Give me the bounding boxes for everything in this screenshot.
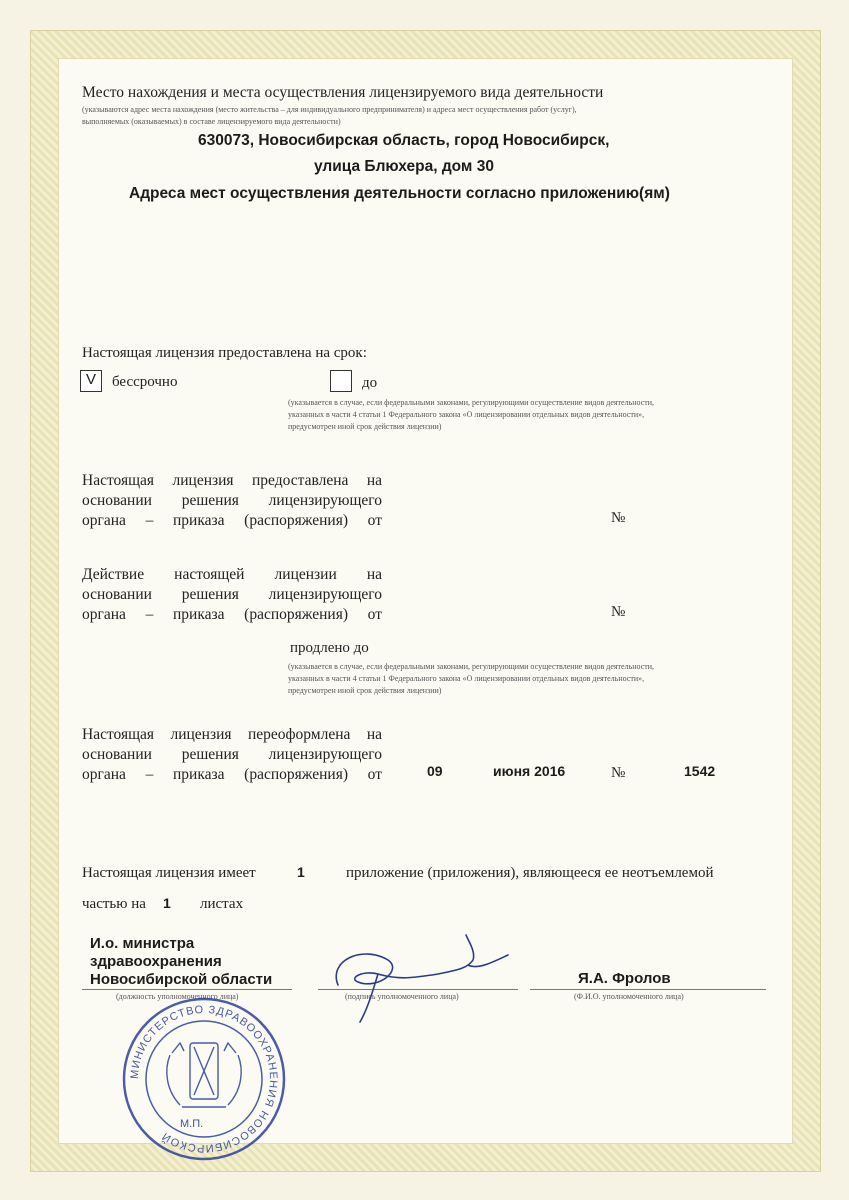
extended-note-line2: указанных в части 4 статьи 1 Федерального закона «О лицензировании отдельных видов деятельности», <box>288 674 645 683</box>
term-note-line2: указанных в части 4 статьи 1 Федерального закона «О лицензировании отдельных видов деятельности», <box>288 410 645 419</box>
attachments-text-before: Настоящая лицензия имеет <box>82 865 256 881</box>
attachments-text-after: приложение (приложения), являющееся ее неотъемлемой <box>346 865 714 881</box>
attachments-text-part: частью на <box>82 896 146 912</box>
coat-of-arms-icon <box>167 1043 241 1107</box>
position-line2: здравоохранения <box>90 953 222 970</box>
stamp-ring-text: МИНИСТЕРСТВО ЗДРАВООХРАНЕНИЯ НОВОСИБИРСКОЙ <box>128 1003 280 1155</box>
granted-number-label: № <box>611 510 626 526</box>
until-label: до <box>362 375 378 391</box>
header-title: Место нахождения и места осуществления лицензируемого вида деятельности <box>82 84 604 101</box>
extended-number-label: № <box>611 604 626 620</box>
extended-block <box>82 565 382 625</box>
svg-text:МИНИСТЕРСТВО ЗДРАВООХРАНЕНИЯ Н <box>129 1004 279 1154</box>
attachments-count: 1 <box>297 864 305 880</box>
term-label: Настоящая лицензия предоставлена на срок: <box>82 345 367 361</box>
granted-line1: Настоящая лицензия предоставлена на <box>82 472 382 489</box>
reissued-number: 1542 <box>684 763 716 779</box>
signer-name: Я.А. Фролов <box>578 970 671 987</box>
reissued-day: 09 <box>427 763 443 779</box>
position-line3: Новосибирской области <box>90 971 273 988</box>
extended-until-label: продлено до <box>290 640 369 656</box>
position-underline <box>82 989 292 990</box>
term-note-line1: (указывается в случае, если федеральными законами, регулирующими осуществление видов деятельности, <box>288 398 655 407</box>
extended-note-line1: (указывается в случае, если федеральными законами, регулирующими осуществление видов деятельности, <box>288 662 655 671</box>
name-underline <box>530 989 766 990</box>
extended-line3: органа – приказа (распоряжения) от <box>82 606 382 623</box>
reissued-block <box>82 725 382 785</box>
attachments-sheets-label: листах <box>200 896 244 912</box>
name-caption: (Ф.И.О. уполномоченного лица) <box>574 992 684 1001</box>
reissued-line2: основании решения лицензирующего <box>82 746 382 763</box>
handwritten-signature <box>318 930 518 1030</box>
official-stamp <box>120 995 288 1163</box>
address-line1: 630073, Новосибирская область, город Новосибирск, <box>198 132 610 149</box>
granted-block <box>82 471 382 531</box>
extended-note-line3: предусмотрен иной срок действия лицензии) <box>288 686 442 695</box>
header-note-line2: выполняемых (оказываемых) в составе лицензируемого вида деятельности) <box>82 117 341 126</box>
reissued-line1: Настоящая лицензия переоформлена на <box>82 726 382 743</box>
reissued-line3: органа – приказа (распоряжения) от <box>82 766 382 783</box>
signature-caption: (подпись уполномоченного лица) <box>345 992 459 1001</box>
until-checkbox[interactable] <box>330 370 352 392</box>
address-line3: Адреса мест осуществления деятельности согласно приложению(ям) <box>129 185 670 202</box>
attachments-sheets: 1 <box>163 895 171 911</box>
stamp-mp-label: М.П. <box>180 1118 204 1130</box>
granted-line2: основании решения лицензирующего <box>82 492 382 509</box>
reissued-number-label: № <box>611 765 626 781</box>
granted-line3: органа – приказа (распоряжения) от <box>82 512 382 529</box>
indefinite-label: бессрочно <box>112 374 178 390</box>
extended-line2: основании решения лицензирующего <box>82 586 382 603</box>
position-line1: И.о. министра <box>90 935 195 952</box>
extended-line1: Действие настоящей лицензии на <box>82 566 382 583</box>
address-line2: улица Блюхера, дом 30 <box>314 158 494 175</box>
header-note-line1: (указываются адрес места нахождения (место жительства – для индивидуального предпринимателя) и адреса мест осуществления работ (услуг), <box>82 105 577 114</box>
term-note-line3: предусмотрен иной срок действия лицензии) <box>288 422 442 431</box>
indefinite-checkbox[interactable]: V <box>80 370 102 392</box>
reissued-month-year: июня 2016 <box>493 763 566 779</box>
position-caption: (должность уполномоченного лица) <box>116 992 239 1001</box>
